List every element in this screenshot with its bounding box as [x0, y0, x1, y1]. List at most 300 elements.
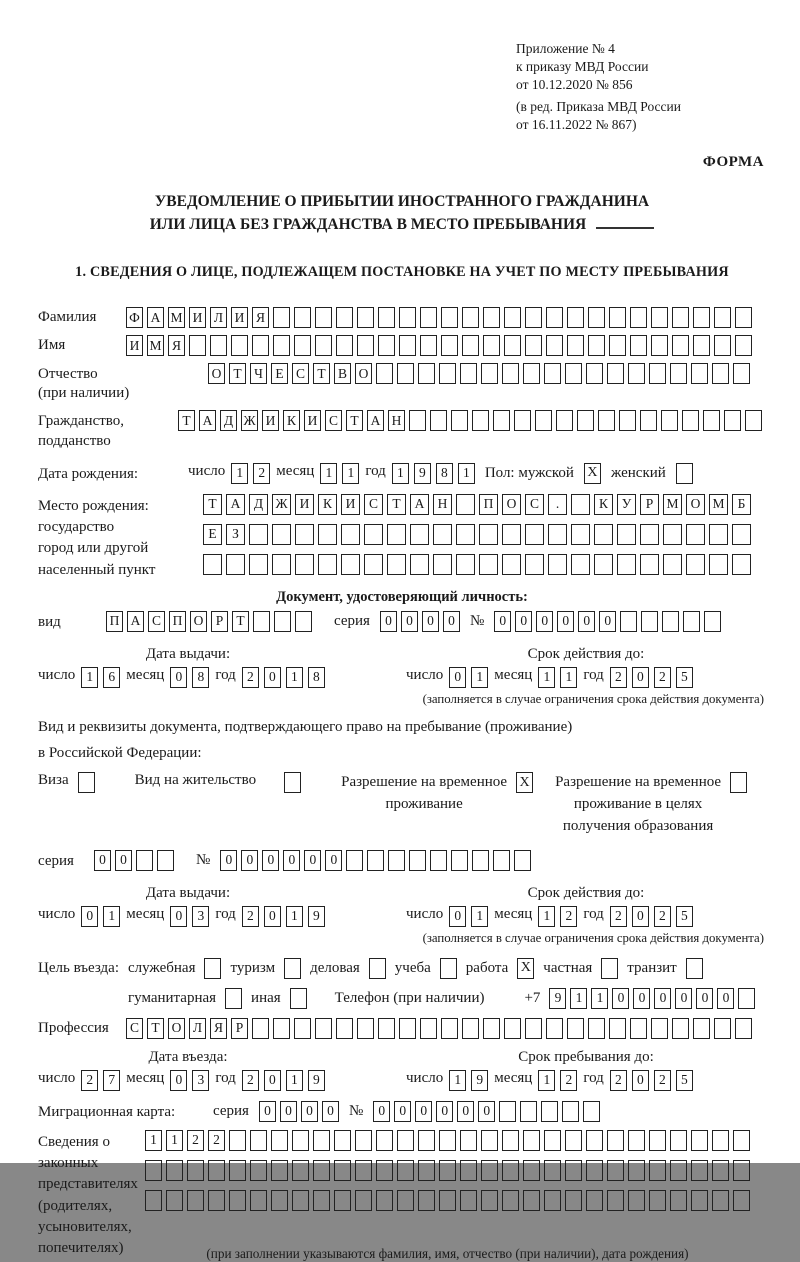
- char-cell[interactable]: 0: [81, 906, 98, 927]
- char-cell[interactable]: [577, 410, 594, 431]
- char-cell[interactable]: [586, 363, 603, 384]
- char-cell[interactable]: О: [168, 1018, 185, 1039]
- char-cell[interactable]: [157, 850, 174, 871]
- char-cell[interactable]: [691, 1130, 708, 1151]
- char-cell[interactable]: 8: [192, 667, 209, 688]
- char-cell[interactable]: М: [147, 335, 164, 356]
- char-cell[interactable]: М: [168, 307, 185, 328]
- visa-checkbox[interactable]: [78, 772, 95, 793]
- char-cell[interactable]: [745, 410, 762, 431]
- char-cell[interactable]: [229, 1160, 246, 1181]
- char-cell[interactable]: [294, 307, 311, 328]
- char-cell[interactable]: Т: [203, 494, 222, 515]
- char-cell[interactable]: [249, 554, 268, 575]
- char-cell[interactable]: [598, 410, 615, 431]
- char-cell[interactable]: 0: [515, 611, 532, 632]
- char-cell[interactable]: 8: [308, 667, 325, 688]
- char-cell[interactable]: [735, 335, 752, 356]
- char-cell[interactable]: [567, 307, 584, 328]
- char-cell[interactable]: 2: [242, 906, 259, 927]
- temp-residence-edu-checkbox[interactable]: [730, 772, 747, 793]
- char-cell[interactable]: [544, 1190, 561, 1211]
- char-cell[interactable]: [231, 335, 248, 356]
- char-cell[interactable]: Р: [231, 1018, 248, 1039]
- char-cell[interactable]: 5: [676, 906, 693, 927]
- char-cell[interactable]: [733, 1190, 750, 1211]
- char-cell[interactable]: [693, 1018, 710, 1039]
- char-cell[interactable]: С: [148, 611, 165, 632]
- char-cell[interactable]: [399, 335, 416, 356]
- char-cell[interactable]: [274, 611, 291, 632]
- char-cell[interactable]: [502, 1130, 519, 1151]
- char-cell[interactable]: 5: [676, 667, 693, 688]
- char-cell[interactable]: Я: [210, 1018, 227, 1039]
- char-cell[interactable]: [619, 410, 636, 431]
- char-cell[interactable]: Т: [387, 494, 406, 515]
- char-cell[interactable]: 0: [443, 611, 460, 632]
- char-cell[interactable]: 1: [449, 1070, 466, 1091]
- char-cell[interactable]: [586, 1190, 603, 1211]
- char-cell[interactable]: [250, 1130, 267, 1151]
- char-cell[interactable]: [514, 410, 531, 431]
- char-cell[interactable]: И: [126, 335, 143, 356]
- char-cell[interactable]: [378, 335, 395, 356]
- char-cell[interactable]: [628, 363, 645, 384]
- char-cell[interactable]: [481, 1160, 498, 1181]
- char-cell[interactable]: [672, 335, 689, 356]
- char-cell[interactable]: 0: [449, 667, 466, 688]
- char-cell[interactable]: [693, 335, 710, 356]
- char-cell[interactable]: Н: [433, 494, 452, 515]
- char-cell[interactable]: [441, 335, 458, 356]
- char-cell[interactable]: [315, 335, 332, 356]
- char-cell[interactable]: [479, 554, 498, 575]
- char-cell[interactable]: О: [686, 494, 705, 515]
- char-cell[interactable]: А: [226, 494, 245, 515]
- char-cell[interactable]: [410, 554, 429, 575]
- char-cell[interactable]: [523, 1130, 540, 1151]
- char-cell[interactable]: [493, 410, 510, 431]
- char-cell[interactable]: Е: [203, 524, 222, 545]
- char-cell[interactable]: К: [283, 410, 300, 431]
- char-cell[interactable]: [546, 307, 563, 328]
- purpose-tourism-checkbox[interactable]: [284, 958, 301, 979]
- char-cell[interactable]: [430, 850, 447, 871]
- char-cell[interactable]: 2: [610, 1070, 627, 1091]
- char-cell[interactable]: 2: [187, 1130, 204, 1151]
- char-cell[interactable]: С: [364, 494, 383, 515]
- char-cell[interactable]: [556, 410, 573, 431]
- char-cell[interactable]: 0: [241, 850, 258, 871]
- char-cell[interactable]: [583, 1101, 600, 1122]
- char-cell[interactable]: [483, 335, 500, 356]
- char-cell[interactable]: 2: [654, 906, 671, 927]
- char-cell[interactable]: [504, 335, 521, 356]
- char-cell[interactable]: [586, 1160, 603, 1181]
- char-cell[interactable]: Ф: [126, 307, 143, 328]
- char-cell[interactable]: Т: [229, 363, 246, 384]
- char-cell[interactable]: .: [548, 494, 567, 515]
- char-cell[interactable]: 0: [264, 1070, 281, 1091]
- char-cell[interactable]: Т: [147, 1018, 164, 1039]
- char-cell[interactable]: [594, 554, 613, 575]
- char-cell[interactable]: [544, 1130, 561, 1151]
- char-cell[interactable]: О: [208, 363, 225, 384]
- char-cell[interactable]: [430, 410, 447, 431]
- char-cell[interactable]: [315, 1018, 332, 1039]
- char-cell[interactable]: [166, 1190, 183, 1211]
- char-cell[interactable]: [640, 524, 659, 545]
- char-cell[interactable]: 2: [560, 906, 577, 927]
- char-cell[interactable]: 1: [166, 1130, 183, 1151]
- char-cell[interactable]: [640, 410, 657, 431]
- char-cell[interactable]: [418, 1130, 435, 1151]
- char-cell[interactable]: [145, 1160, 162, 1181]
- char-cell[interactable]: [479, 524, 498, 545]
- char-cell[interactable]: П: [106, 611, 123, 632]
- char-cell[interactable]: [649, 1160, 666, 1181]
- char-cell[interactable]: 0: [280, 1101, 297, 1122]
- char-cell[interactable]: [313, 1130, 330, 1151]
- char-cell[interactable]: [544, 363, 561, 384]
- char-cell[interactable]: 1: [458, 463, 475, 484]
- char-cell[interactable]: 9: [414, 463, 431, 484]
- char-cell[interactable]: [733, 1160, 750, 1181]
- char-cell[interactable]: М: [709, 494, 728, 515]
- char-cell[interactable]: Б: [732, 494, 751, 515]
- char-cell[interactable]: 0: [262, 850, 279, 871]
- char-cell[interactable]: 2: [242, 1070, 259, 1091]
- char-cell[interactable]: 0: [304, 850, 321, 871]
- char-cell[interactable]: [456, 524, 475, 545]
- char-cell[interactable]: [628, 1190, 645, 1211]
- char-cell[interactable]: [502, 554, 521, 575]
- char-cell[interactable]: 0: [478, 1101, 495, 1122]
- char-cell[interactable]: [663, 554, 682, 575]
- char-cell[interactable]: 2: [654, 667, 671, 688]
- char-cell[interactable]: [588, 335, 605, 356]
- char-cell[interactable]: 8: [436, 463, 453, 484]
- char-cell[interactable]: 1: [145, 1130, 162, 1151]
- char-cell[interactable]: 1: [471, 906, 488, 927]
- char-cell[interactable]: [387, 524, 406, 545]
- char-cell[interactable]: [318, 524, 337, 545]
- char-cell[interactable]: [502, 363, 519, 384]
- char-cell[interactable]: [439, 1130, 456, 1151]
- char-cell[interactable]: [472, 410, 489, 431]
- char-cell[interactable]: 0: [436, 1101, 453, 1122]
- char-cell[interactable]: [691, 1160, 708, 1181]
- char-cell[interactable]: [682, 410, 699, 431]
- char-cell[interactable]: [649, 1130, 666, 1151]
- char-cell[interactable]: [334, 1160, 351, 1181]
- char-cell[interactable]: [145, 1190, 162, 1211]
- char-cell[interactable]: С: [292, 363, 309, 384]
- char-cell[interactable]: [565, 1190, 582, 1211]
- char-cell[interactable]: [525, 554, 544, 575]
- char-cell[interactable]: 0: [415, 1101, 432, 1122]
- char-cell[interactable]: [226, 554, 245, 575]
- char-cell[interactable]: [525, 524, 544, 545]
- char-cell[interactable]: 6: [103, 667, 120, 688]
- char-cell[interactable]: 9: [549, 988, 566, 1009]
- char-cell[interactable]: [735, 1018, 752, 1039]
- char-cell[interactable]: 1: [286, 906, 303, 927]
- char-cell[interactable]: [460, 363, 477, 384]
- char-cell[interactable]: [456, 494, 475, 515]
- char-cell[interactable]: 1: [81, 667, 98, 688]
- char-cell[interactable]: О: [502, 494, 521, 515]
- char-cell[interactable]: 0: [632, 1070, 649, 1091]
- char-cell[interactable]: А: [127, 611, 144, 632]
- char-cell[interactable]: [514, 850, 531, 871]
- char-cell[interactable]: [483, 1018, 500, 1039]
- char-cell[interactable]: [313, 1190, 330, 1211]
- char-cell[interactable]: [714, 307, 731, 328]
- char-cell[interactable]: 2: [242, 667, 259, 688]
- char-cell[interactable]: [588, 1018, 605, 1039]
- char-cell[interactable]: [691, 363, 708, 384]
- char-cell[interactable]: [439, 1190, 456, 1211]
- char-cell[interactable]: [523, 363, 540, 384]
- sex-male-checkbox[interactable]: X: [584, 463, 601, 484]
- char-cell[interactable]: [418, 1160, 435, 1181]
- char-cell[interactable]: 2: [610, 906, 627, 927]
- char-cell[interactable]: 7: [103, 1070, 120, 1091]
- char-cell[interactable]: [399, 1018, 416, 1039]
- char-cell[interactable]: 0: [717, 988, 734, 1009]
- char-cell[interactable]: [272, 554, 291, 575]
- char-cell[interactable]: 0: [394, 1101, 411, 1122]
- char-cell[interactable]: [493, 850, 510, 871]
- char-cell[interactable]: [609, 307, 626, 328]
- char-cell[interactable]: [187, 1160, 204, 1181]
- char-cell[interactable]: [378, 307, 395, 328]
- char-cell[interactable]: 0: [578, 611, 595, 632]
- char-cell[interactable]: [273, 335, 290, 356]
- char-cell[interactable]: 0: [599, 611, 616, 632]
- char-cell[interactable]: [409, 850, 426, 871]
- char-cell[interactable]: [733, 1130, 750, 1151]
- char-cell[interactable]: З: [226, 524, 245, 545]
- char-cell[interactable]: [460, 1160, 477, 1181]
- char-cell[interactable]: [336, 335, 353, 356]
- char-cell[interactable]: С: [126, 1018, 143, 1039]
- char-cell[interactable]: 0: [633, 988, 650, 1009]
- char-cell[interactable]: [376, 1190, 393, 1211]
- char-cell[interactable]: 1: [538, 906, 555, 927]
- char-cell[interactable]: [336, 1018, 353, 1039]
- char-cell[interactable]: Т: [313, 363, 330, 384]
- char-cell[interactable]: [502, 1190, 519, 1211]
- char-cell[interactable]: Д: [220, 410, 237, 431]
- char-cell[interactable]: [525, 1018, 542, 1039]
- char-cell[interactable]: [229, 1190, 246, 1211]
- char-cell[interactable]: [686, 524, 705, 545]
- char-cell[interactable]: 0: [301, 1101, 318, 1122]
- char-cell[interactable]: [376, 363, 393, 384]
- char-cell[interactable]: [341, 524, 360, 545]
- char-cell[interactable]: Я: [168, 335, 185, 356]
- char-cell[interactable]: [355, 1130, 372, 1151]
- char-cell[interactable]: [481, 363, 498, 384]
- char-cell[interactable]: 9: [308, 906, 325, 927]
- char-cell[interactable]: [295, 611, 312, 632]
- char-cell[interactable]: 1: [392, 463, 409, 484]
- char-cell[interactable]: 0: [220, 850, 237, 871]
- char-cell[interactable]: [272, 524, 291, 545]
- char-cell[interactable]: [334, 1130, 351, 1151]
- char-cell[interactable]: [418, 363, 435, 384]
- char-cell[interactable]: [738, 988, 755, 1009]
- char-cell[interactable]: 5: [676, 1070, 693, 1091]
- char-cell[interactable]: [732, 554, 751, 575]
- char-cell[interactable]: Р: [211, 611, 228, 632]
- char-cell[interactable]: [315, 307, 332, 328]
- char-cell[interactable]: [523, 1190, 540, 1211]
- char-cell[interactable]: [472, 850, 489, 871]
- char-cell[interactable]: [546, 1018, 563, 1039]
- char-cell[interactable]: А: [199, 410, 216, 431]
- char-cell[interactable]: Т: [178, 410, 195, 431]
- char-cell[interactable]: [571, 524, 590, 545]
- char-cell[interactable]: [273, 307, 290, 328]
- purpose-work-checkbox[interactable]: X: [517, 958, 534, 979]
- char-cell[interactable]: 1: [591, 988, 608, 1009]
- char-cell[interactable]: [649, 1190, 666, 1211]
- char-cell[interactable]: [565, 363, 582, 384]
- char-cell[interactable]: 0: [494, 611, 511, 632]
- char-cell[interactable]: 1: [231, 463, 248, 484]
- char-cell[interactable]: 0: [170, 1070, 187, 1091]
- char-cell[interactable]: [628, 1160, 645, 1181]
- char-cell[interactable]: [607, 1160, 624, 1181]
- char-cell[interactable]: [630, 307, 647, 328]
- char-cell[interactable]: [292, 1130, 309, 1151]
- char-cell[interactable]: [271, 1160, 288, 1181]
- char-cell[interactable]: К: [318, 494, 337, 515]
- char-cell[interactable]: [617, 554, 636, 575]
- char-cell[interactable]: [462, 335, 479, 356]
- char-cell[interactable]: К: [594, 494, 613, 515]
- char-cell[interactable]: И: [304, 410, 321, 431]
- char-cell[interactable]: [607, 1130, 624, 1151]
- char-cell[interactable]: 0: [373, 1101, 390, 1122]
- char-cell[interactable]: [607, 1190, 624, 1211]
- char-cell[interactable]: [661, 410, 678, 431]
- char-cell[interactable]: 0: [449, 906, 466, 927]
- char-cell[interactable]: [433, 524, 452, 545]
- char-cell[interactable]: [651, 335, 668, 356]
- char-cell[interactable]: [565, 1160, 582, 1181]
- char-cell[interactable]: Е: [271, 363, 288, 384]
- char-cell[interactable]: [670, 1160, 687, 1181]
- char-cell[interactable]: [609, 335, 626, 356]
- char-cell[interactable]: 0: [422, 611, 439, 632]
- char-cell[interactable]: [295, 524, 314, 545]
- char-cell[interactable]: [294, 1018, 311, 1039]
- char-cell[interactable]: [588, 307, 605, 328]
- char-cell[interactable]: 0: [170, 906, 187, 927]
- char-cell[interactable]: И: [231, 307, 248, 328]
- purpose-transit-checkbox[interactable]: [686, 958, 703, 979]
- purpose-business-official-checkbox[interactable]: [204, 958, 221, 979]
- char-cell[interactable]: Ч: [250, 363, 267, 384]
- char-cell[interactable]: В: [334, 363, 351, 384]
- char-cell[interactable]: [166, 1160, 183, 1181]
- purpose-other-checkbox[interactable]: [290, 988, 307, 1009]
- char-cell[interactable]: [712, 1190, 729, 1211]
- char-cell[interactable]: 1: [286, 667, 303, 688]
- char-cell[interactable]: И: [262, 410, 279, 431]
- char-cell[interactable]: Т: [232, 611, 249, 632]
- char-cell[interactable]: 2: [81, 1070, 98, 1091]
- char-cell[interactable]: [410, 524, 429, 545]
- char-cell[interactable]: [735, 307, 752, 328]
- char-cell[interactable]: Р: [640, 494, 659, 515]
- char-cell[interactable]: [397, 1130, 414, 1151]
- char-cell[interactable]: 0: [264, 906, 281, 927]
- char-cell[interactable]: [683, 611, 700, 632]
- char-cell[interactable]: Т: [346, 410, 363, 431]
- char-cell[interactable]: [187, 1190, 204, 1211]
- char-cell[interactable]: [712, 363, 729, 384]
- char-cell[interactable]: [253, 611, 270, 632]
- char-cell[interactable]: Ж: [241, 410, 258, 431]
- char-cell[interactable]: [663, 524, 682, 545]
- char-cell[interactable]: [418, 1190, 435, 1211]
- residence-permit-checkbox[interactable]: [284, 772, 301, 793]
- char-cell[interactable]: [733, 363, 750, 384]
- char-cell[interactable]: [546, 335, 563, 356]
- char-cell[interactable]: 1: [103, 906, 120, 927]
- char-cell[interactable]: [229, 1130, 246, 1151]
- char-cell[interactable]: [292, 1160, 309, 1181]
- char-cell[interactable]: 2: [654, 1070, 671, 1091]
- char-cell[interactable]: [620, 611, 637, 632]
- char-cell[interactable]: [250, 1160, 267, 1181]
- char-cell[interactable]: 2: [253, 463, 270, 484]
- char-cell[interactable]: [483, 307, 500, 328]
- char-cell[interactable]: 0: [170, 667, 187, 688]
- char-cell[interactable]: [364, 524, 383, 545]
- char-cell[interactable]: [651, 307, 668, 328]
- char-cell[interactable]: У: [617, 494, 636, 515]
- char-cell[interactable]: [271, 1130, 288, 1151]
- char-cell[interactable]: [544, 1160, 561, 1181]
- char-cell[interactable]: [273, 1018, 290, 1039]
- char-cell[interactable]: [420, 335, 437, 356]
- char-cell[interactable]: [672, 1018, 689, 1039]
- char-cell[interactable]: [481, 1130, 498, 1151]
- char-cell[interactable]: 0: [612, 988, 629, 1009]
- char-cell[interactable]: [203, 554, 222, 575]
- char-cell[interactable]: [388, 850, 405, 871]
- char-cell[interactable]: С: [325, 410, 342, 431]
- char-cell[interactable]: 2: [208, 1130, 225, 1151]
- char-cell[interactable]: [640, 554, 659, 575]
- char-cell[interactable]: П: [169, 611, 186, 632]
- char-cell[interactable]: [252, 335, 269, 356]
- char-cell[interactable]: 0: [259, 1101, 276, 1122]
- char-cell[interactable]: [502, 524, 521, 545]
- char-cell[interactable]: [397, 1160, 414, 1181]
- char-cell[interactable]: 3: [192, 1070, 209, 1091]
- char-cell[interactable]: [709, 524, 728, 545]
- char-cell[interactable]: 2: [610, 667, 627, 688]
- char-cell[interactable]: [586, 1130, 603, 1151]
- char-cell[interactable]: А: [410, 494, 429, 515]
